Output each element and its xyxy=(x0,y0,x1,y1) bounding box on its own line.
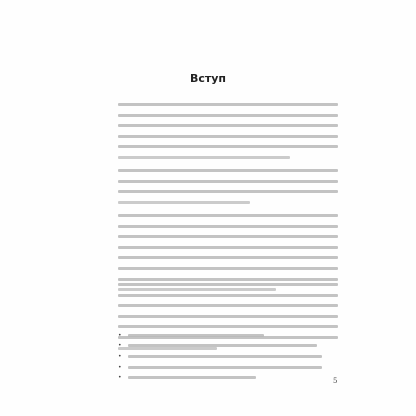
paragraph-4-line xyxy=(118,283,338,286)
list-item-line xyxy=(128,366,322,369)
paragraph-1-line xyxy=(118,114,338,117)
paragraph-3-line xyxy=(118,246,338,249)
list-item xyxy=(118,362,338,373)
paragraph-2-line xyxy=(118,190,338,193)
paragraph-2-line xyxy=(118,201,250,204)
paragraph-4-line xyxy=(118,304,338,307)
paragraph-1-line xyxy=(118,156,290,159)
paragraph-4-line xyxy=(118,294,338,297)
paragraph-2 xyxy=(118,169,338,211)
paragraph-3-line xyxy=(118,278,338,281)
page-number: 5 xyxy=(333,377,338,385)
requirements-list xyxy=(118,330,338,383)
list-item-line xyxy=(128,376,256,379)
list-item-line xyxy=(128,355,322,358)
paragraph-3-line xyxy=(118,214,338,217)
paragraph-3-line xyxy=(118,256,338,259)
paragraph-4-line xyxy=(118,315,338,318)
paragraph-1-line xyxy=(118,103,338,106)
paragraph-2-line xyxy=(118,180,338,183)
list-item-line xyxy=(128,344,317,347)
list-item-line xyxy=(128,334,264,337)
paragraph-3-line xyxy=(118,267,338,270)
paragraph-3-line xyxy=(118,225,338,228)
list-item xyxy=(118,341,338,352)
paragraph-3-line xyxy=(118,235,338,238)
paragraph-2-line xyxy=(118,169,338,172)
bullet-icon: • xyxy=(118,352,122,360)
paragraph-1-line xyxy=(118,135,338,138)
paragraph-1-line xyxy=(118,145,338,148)
paragraph-4-line xyxy=(118,325,338,328)
bullet-icon: • xyxy=(118,363,122,371)
paragraph-1-line xyxy=(118,124,338,127)
list-item xyxy=(118,372,338,383)
chapter-heading: Вступ xyxy=(189,72,227,85)
list-item xyxy=(118,351,338,362)
list-item xyxy=(118,330,338,341)
bullet-icon: • xyxy=(118,374,122,382)
paragraph-1 xyxy=(118,103,338,167)
bullet-icon: • xyxy=(118,331,122,339)
bullet-icon: • xyxy=(118,342,122,350)
